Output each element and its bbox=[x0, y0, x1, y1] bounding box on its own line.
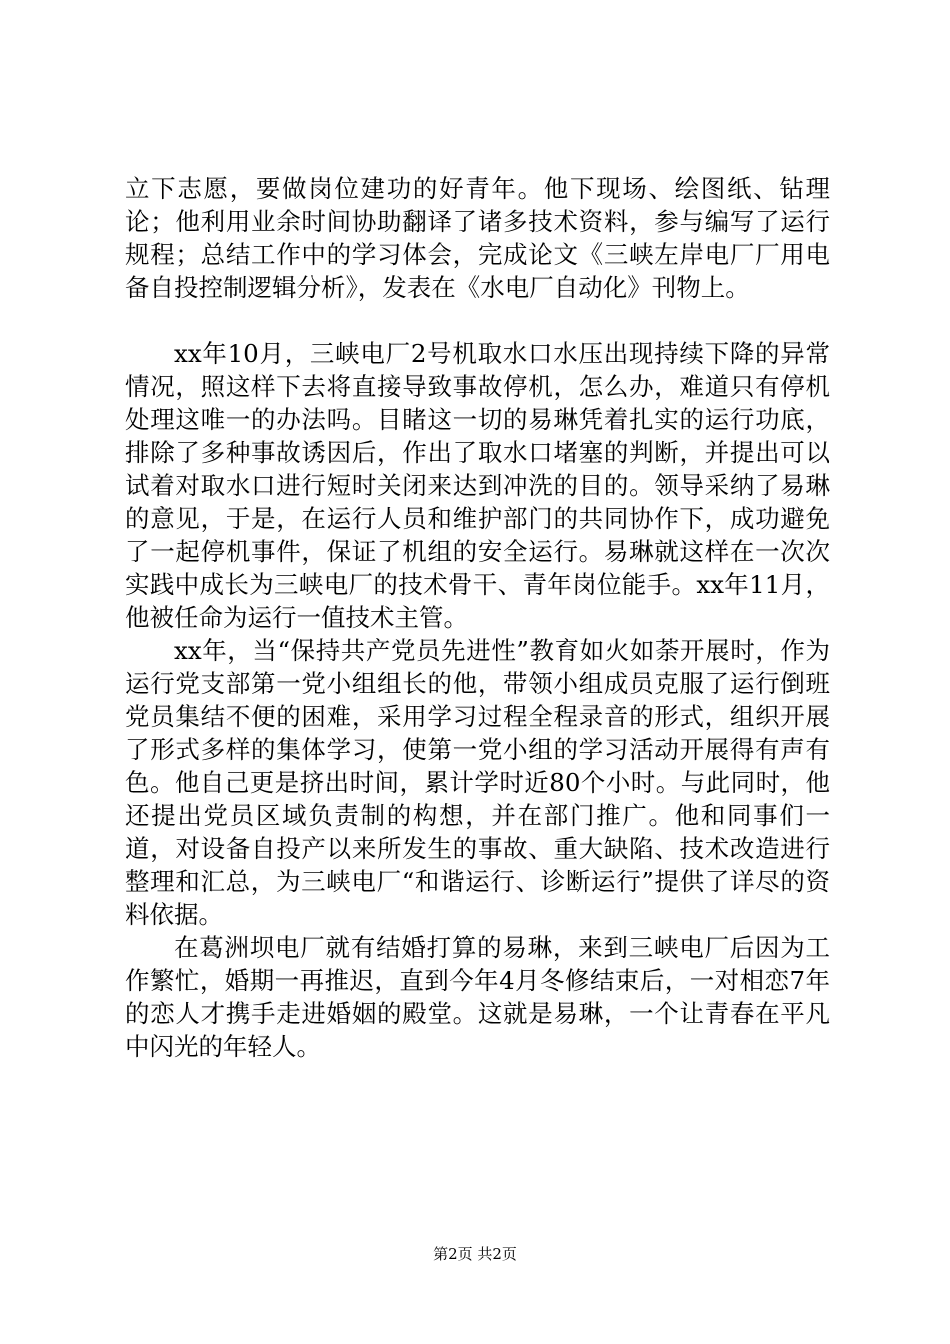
page-footer: 第2页 共2页 bbox=[433, 1245, 517, 1263]
paragraph-4: 在葛洲坝电厂就有结婚打算的易琳，来到三峡电厂后因为工作繁忙，婚期一再推迟，直到今年4月冬修结束后，一对相恋7年的恋人才携手走进婚姻的殿堂。这就是易琳，一个让青春在平凡中闪光的年轻人。 bbox=[125, 933, 830, 1061]
paragraph-3: xx年，当“保持共产党员先进性”教育如火如荼开展时，作为运行党支部第一党小组组长的他，带领小组成员克服了运行倒班党员集结不便的困难，采用学习过程全程录音的形式，组织开展了形式多样的集体学习，使第一党小组的学习活动开展得有声有色。他自己更是挤出时间，累计学时近80个小时。与此同时，他还提出党员区域负责制的构想，并在部门推广。他和同事们一道，对设备自投产以来所发生的事故、重大缺陷、技术改造进行整理和汇总，为三峡电厂“和谐运行、诊断运行”提供了详尽的资料依据。 bbox=[125, 636, 830, 929]
document-body bbox=[125, 172, 830, 1063]
paragraph-1: 立下志愿，要做岗位建功的好青年。他下现场、绘图纸、钻理论；他利用业余时间协助翻译了诸多技术资料，参与编写了运行规程；总结工作中的学习体会，完成论文《三峡左岸电厂厂用电备自投控制逻辑分析》，发表在《水电厂自动化》刊物上。 bbox=[125, 174, 830, 302]
paragraph-2: xx年10月，三峡电厂2号机取水口水压出现持续下降的异常情况，照这样下去将直接导致事故停机，怎么办，难道只有停机处理这唯一的办法吗。目睹这一切的易琳凭着扎实的运行功底，排除了多种事故诱因后，作出了取水口堵塞的判断，并提出可以试着对取水口进行短时关闭来达到冲洗的目的。领导采纳了易琳的意见，于是，在运行人员和维护部门的共同协作下，成功避免了一起停机事件，保证了机组的安全运行。易琳就这样在一次次实践中成长为三峡电厂的技术骨干、青年岗位能手。xx年11月，他被任命为运行一值技术主管。 bbox=[125, 339, 830, 632]
